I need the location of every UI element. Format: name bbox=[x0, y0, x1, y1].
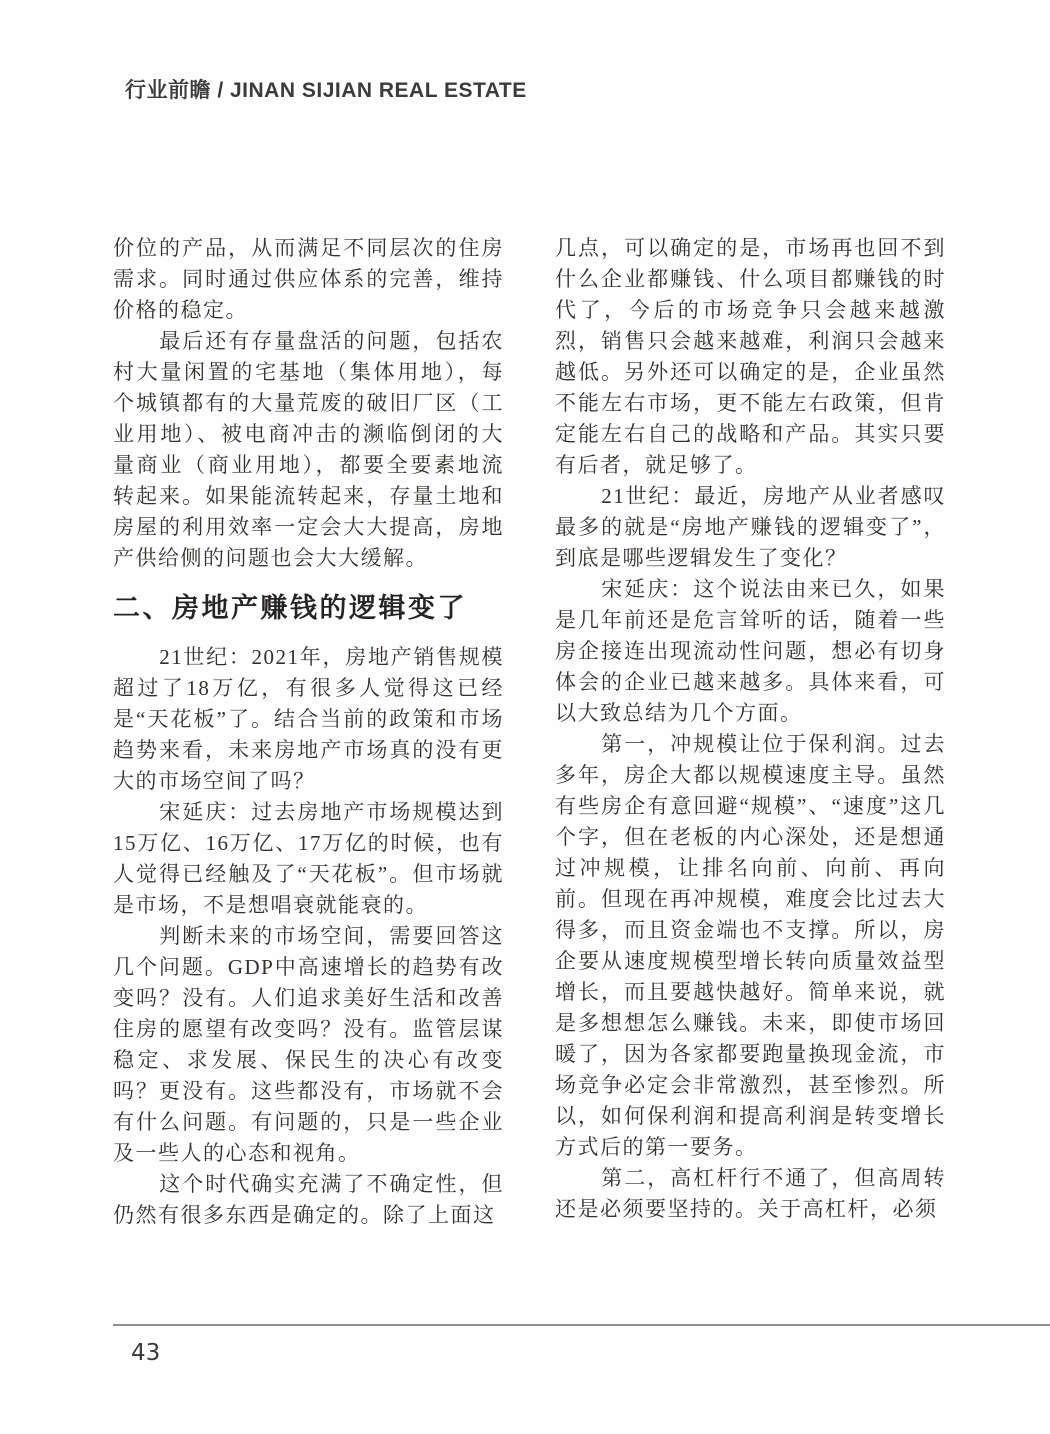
paragraph: 这个时代确实充满了不确定性，但仍然有很多东西是确定的。除了上面这 bbox=[113, 1172, 504, 1227]
paragraph: 第一，冲规模让位于保利润。过去多年，房企大都以规模速度主导。虽然有些房企有意回避“规模”、“速度”这几个字，但在老板的内心深处，还是想通过冲规模，让排名向前、向前、再向前。但现在再冲规模，难度会比过去大得多，而且资金端也不支撑。所以，房企要从速度规模型增长转向质量效益型增长，而且要越快越好。简单来说，就是多想想怎么赚钱。未来，即使市场回暖了，因为各家都要跑量换现金流，市场竞争必定会非常激烈，甚至惨烈。所以，如何保利润和提高利润是转变增长方式后的第一要务。 bbox=[555, 732, 946, 1159]
paragraph: 宋延庆：过去房地产市场规模达到15万亿、16万亿、17万亿的时候，也有人觉得已经触及了“天花板”。但市场就是市场，不是想唱衰就能衰的。 bbox=[113, 800, 504, 917]
page-header-title: 行业前瞻 / JINAN SIJIAN REAL ESTATE bbox=[125, 79, 527, 102]
paragraph: 宋延庆：这个说法由来已久，如果是几年前还是危言耸听的话，随着一些房企接连出现流动性问题，想必有切身体会的企业已越来越多。具体来看，可以大致总结为几个方面。 bbox=[555, 577, 946, 725]
paragraph: 21世纪：2021年，房地产销售规模超过了18万亿，有很多人觉得这已经是“天花板”了。结合当前的政策和市场趋势来看，未来房地产市场真的没有更大的市场空间了吗？ bbox=[113, 645, 504, 793]
paragraph: 价位的产品，从而满足不同层次的住房需求。同时通过供应体系的完善，维持价格的稳定。 bbox=[113, 236, 504, 322]
footer-divider bbox=[113, 1324, 1050, 1326]
section-heading: 二、房地产赚钱的逻辑变了 bbox=[113, 593, 467, 623]
page-number: 43 bbox=[131, 1340, 161, 1366]
article-left-column bbox=[113, 233, 504, 1231]
paragraph: 判断未来的市场空间，需要回答这几个问题。GDP中高速增长的趋势有改变吗？没有。人们追求美好生活和改善住房的愿望有改变吗？没有。监管层谋稳定、求发展、保民生的决心有改变吗？更没有。这些都没有，市场就不会有什么问题。有问题的，只是一些企业及一些人的心态和视角。 bbox=[113, 924, 504, 1165]
paragraph: 最后还有存量盘活的问题，包括农村大量闲置的宅基地（集体用地），每个城镇都有的大量荒废的破旧厂区（工业用地）、被电商冲击的濒临倒闭的大量商业（商业用地），都要全要素地流转起来。如果能流转起来，存量土地和房屋的利用效率一定会大大提高，房地产供给侧的问题也会大大缓解。 bbox=[113, 329, 504, 570]
paragraph: 21世纪：最近，房地产从业者感叹最多的就是“房地产赚钱的逻辑变了”，到底是哪些逻辑发生了变化？ bbox=[555, 484, 946, 570]
article-body bbox=[113, 233, 946, 1231]
article-right-column bbox=[555, 233, 946, 1231]
paragraph: 第二，高杠杆行不通了，但高周转还是必须要坚持的。关于高杠杆，必须 bbox=[555, 1166, 946, 1221]
paragraph: 几点，可以确定的是，市场再也回不到什么企业都赚钱、什么项目都赚钱的时代了，今后的市场竞争只会越来越激烈，销售只会越来越难，利润只会越来越低。另外还可以确定的是，企业虽然不能左右市场，更不能左右政策，但肯定能左右自己的战略和产品。其实只要有后者，就足够了。 bbox=[555, 236, 946, 477]
